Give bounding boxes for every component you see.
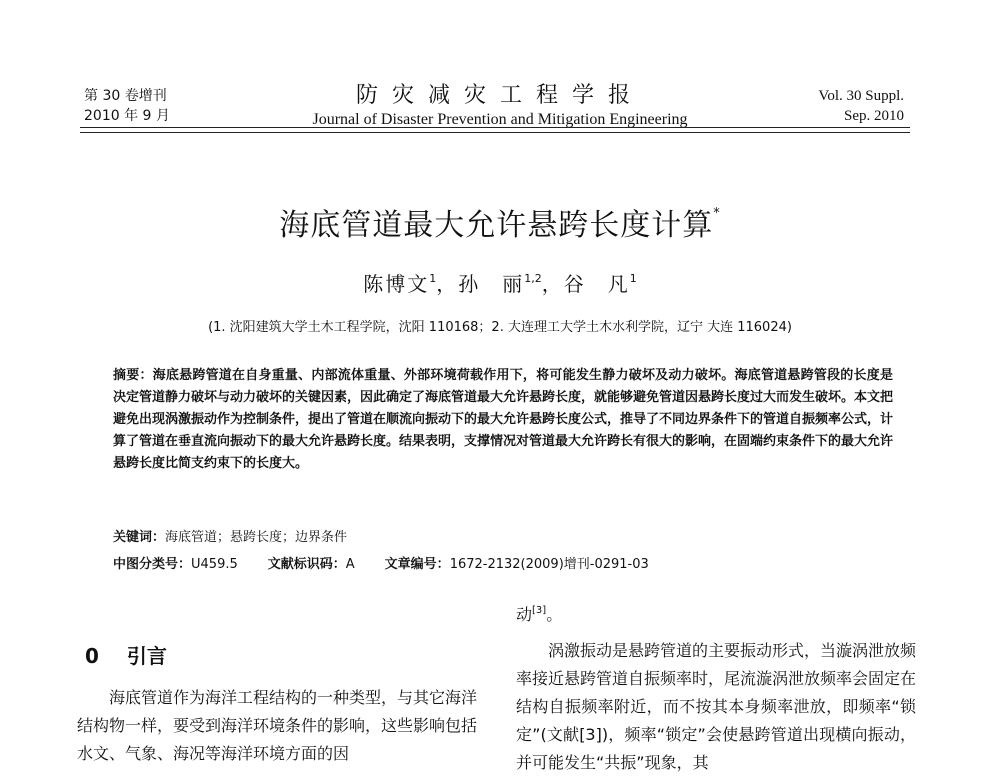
header-rule-thin <box>80 132 910 133</box>
clc-label: 中图分类号： <box>113 557 192 572</box>
keywords <box>113 526 347 545</box>
volume-en: Vol. 30 Suppl. <box>818 88 904 104</box>
author-name: 谷 凡 <box>563 272 630 296</box>
volume-cn: 第 30 卷增刊 <box>84 88 167 104</box>
abstract <box>113 365 893 475</box>
date-en: Sep. 2010 <box>844 108 904 124</box>
keywords-label: 关键词： <box>113 530 166 545</box>
article-no-value: 1672-2132(2009)增刊-0291-03 <box>449 557 649 572</box>
abstract-label: 摘要： <box>113 368 153 383</box>
intro-paragraph: 海底管道作为海洋工程结构的一种类型，与其它海洋结构物一样，要受到海洋环境条件的影响，这些影响包括水文、气象、海况等海洋环境方面的因 <box>77 688 478 763</box>
author-affil-mark: 1,2 <box>524 272 542 285</box>
author-name: 陈博文 <box>363 272 430 296</box>
classification-line <box>113 553 649 572</box>
left-column <box>77 684 477 768</box>
paper-title-text: 海底管道最大允许悬跨长度计算 <box>279 208 714 243</box>
abstract-text: 海底悬跨管道在自身重量、内部流体重量、外部环境荷载作用下，将可能发生静力破坏及动力破坏。海底管道悬跨管段的长度是决定管道静力破坏与动力破坏的关键因素，因此确定了海底管道最大允许悬跨长度，就能够避免管道因悬跨长度过大而发生破坏。本文把避免出现涡激振动作为控制条件，提出了管道在顺流向振动下的最大允许悬跨长度公式，推导了不同边界条件下的管道自振频率公式，计算了管道在垂直流向振动下的最大允许悬跨长度。结果表明，支撑情况对管道最大允许跨长有很大的影响，在固端约束条件下的最大允许悬跨长度比简支约束下的长度大。 <box>113 368 894 471</box>
section-heading <box>85 640 167 669</box>
paper-title <box>0 200 1000 244</box>
journal-title-en: Journal of Disaster Prevention and Mitigation Engineering <box>312 111 688 128</box>
vortex-paragraph: 涡激振动是悬跨管道的主要振动形式，当漩涡泄放频率接近悬跨管道自振频率时，尾流漩涡泄放频率会固定在结构自振频率附近，而不按其本身频率泄放，即频率“锁定”(文献[3])，频率“锁定”会使悬跨管道出现横向振动，并可能发生“共振”现象，其 <box>516 641 917 772</box>
article-no-label: 文章编号： <box>384 557 450 572</box>
doc-code-label: 文献标识码： <box>267 557 346 572</box>
section-title: 引言 <box>126 644 167 668</box>
section-number: 0 <box>85 644 99 668</box>
date-cn: 2010 年 9 月 <box>84 108 170 124</box>
author-affil-mark: 1 <box>429 272 437 285</box>
right-column <box>516 597 916 777</box>
continued-end: 。 <box>546 605 563 624</box>
continued-line <box>516 597 916 629</box>
author-affil-mark: 1 <box>629 272 637 285</box>
header-rule-thick <box>80 127 910 128</box>
header-right <box>818 86 904 126</box>
continued-text: 动 <box>516 605 533 624</box>
doc-code-value: A <box>345 557 355 572</box>
author-separator: ， <box>541 272 564 296</box>
journal-title-cn: 防灾减灾工程学报 <box>355 83 644 108</box>
author-name: 孙 丽 <box>458 272 525 296</box>
author-list <box>0 268 1000 297</box>
clc-value: U459.5 <box>191 557 238 572</box>
citation-ref: [3] <box>532 605 547 616</box>
author-separator: ， <box>436 272 459 296</box>
title-footnote-mark: * <box>713 206 721 221</box>
keywords-text: 海底管道；悬跨长度；边界条件 <box>165 530 348 545</box>
affiliations: (1. 沈阳建筑大学土木工程学院，沈阳 110168；2. 大连理工大学土木水利学院，辽宁 大连 116024) <box>208 320 792 335</box>
